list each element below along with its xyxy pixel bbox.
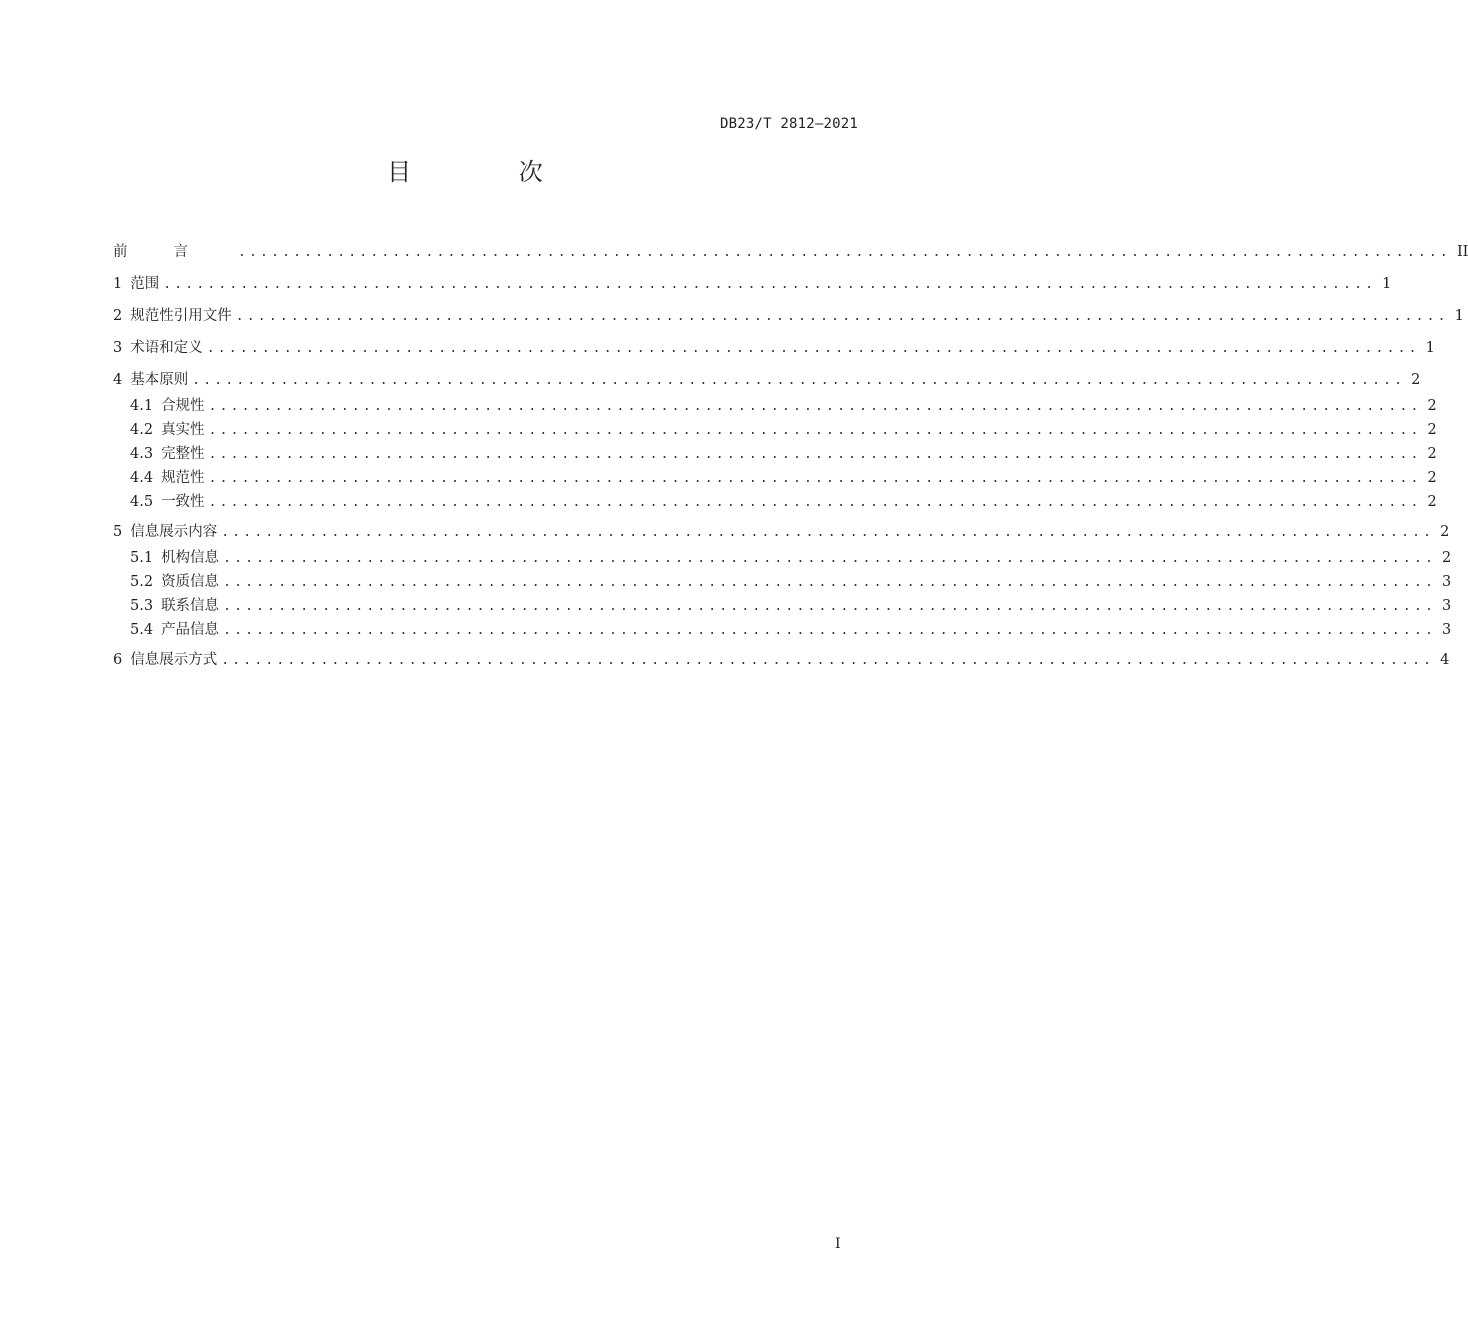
toc-entry-4-4[interactable]	[113, 466, 1437, 490]
toc-entry-number: 4.2	[130, 422, 154, 438]
toc-entry-4-1[interactable]	[113, 394, 1437, 418]
dot-leader: ..............................................................................................................	[163, 277, 1377, 292]
toc-entry-page: 1	[1382, 276, 1392, 292]
toc-entry-4[interactable]	[113, 368, 1421, 394]
toc-entry-label: 规范性	[161, 470, 205, 486]
toc-entry-1[interactable]	[113, 272, 1392, 304]
dot-leader: ..............................................................................................................	[208, 399, 1422, 414]
toc-entry-page: 2	[1427, 470, 1437, 486]
toc-entry-4-3[interactable]	[113, 442, 1437, 466]
toc-entry-page: 2	[1427, 446, 1437, 462]
toc-entry-number: 2	[113, 308, 123, 324]
toc-entry-label: 合规性	[161, 398, 205, 414]
toc-entry-label: 信息展示方式	[130, 652, 218, 668]
toc-entry-label: 基本原则	[130, 372, 189, 388]
toc-entry-number: 5.1	[130, 550, 154, 566]
page-title: 目 次	[387, 158, 593, 186]
toc-entry-number: 4.5	[130, 494, 154, 510]
toc-entry-number: 4.4	[130, 470, 154, 486]
toc-entry-page: 2	[1440, 524, 1450, 540]
dot-leader: ..............................................................................................................	[235, 309, 1449, 324]
toc-entry-number: 5	[113, 524, 123, 540]
toc-entry-2[interactable]	[113, 304, 1464, 336]
toc-entry-4-2[interactable]	[113, 418, 1437, 442]
dot-leader: ..............................................................................................................	[221, 525, 1435, 540]
page-number: I	[835, 1236, 841, 1252]
dot-leader: ..............................................................................................................	[223, 623, 1436, 638]
toc-entry-number: 5.2	[130, 574, 154, 590]
toc-entry-label: 联系信息	[161, 598, 220, 614]
toc-entry-page: 4	[1440, 652, 1450, 668]
toc-entry-number: 4	[113, 372, 123, 388]
toc-entry-5-2[interactable]	[113, 570, 1452, 594]
toc-entry-label: 术语和定义	[130, 340, 203, 356]
toc-entry-4-5[interactable]	[113, 490, 1437, 514]
toc-entry-number: 5.4	[130, 622, 154, 638]
toc-entry-label: 产品信息	[161, 622, 220, 638]
toc-entry-number: 4.3	[130, 446, 154, 462]
toc-entry-page: 3	[1442, 622, 1452, 638]
toc-entry-page: 2	[1442, 550, 1452, 566]
dot-leader: ..............................................................................................................	[206, 341, 1420, 356]
toc-entry-label: 范围	[130, 276, 160, 292]
dot-leader: ..............................................................................................................	[223, 575, 1436, 590]
toc-entry-page: 2	[1427, 398, 1437, 414]
toc-entry-number: 6	[113, 652, 123, 668]
dot-leader: ..............................................................................................................	[192, 373, 1406, 388]
toc-entry-page: II	[1456, 244, 1468, 260]
toc-entry-page: 1	[1425, 340, 1435, 356]
toc-entry-5-1[interactable]	[113, 546, 1452, 570]
toc-entry-3[interactable]	[113, 336, 1435, 368]
toc-entry-label: 机构信息	[161, 550, 220, 566]
toc-entry-label: 规范性引用文件	[130, 308, 232, 324]
document-code: DB23/T 2812—2021	[719, 116, 858, 132]
dot-leader: ..............................................................................................................	[208, 495, 1422, 510]
dot-leader: ..............................................................................................................	[221, 653, 1435, 668]
dot-leader: ..............................................................................................................	[208, 447, 1422, 462]
toc-entry-number: 1	[113, 276, 123, 292]
dot-leader: ..............................................................................................................	[223, 551, 1436, 566]
toc-entry-page: 2	[1411, 372, 1421, 388]
toc-entry-label: 信息展示内容	[130, 524, 218, 540]
toc-entry-number: 3	[113, 340, 123, 356]
toc-entry-page: 2	[1427, 422, 1437, 438]
dot-leader: ..............................................................................................................	[223, 599, 1436, 614]
toc-entry-foreword[interactable]	[113, 240, 1468, 272]
table-of-contents	[113, 240, 1468, 680]
toc-entry-label: 真实性	[161, 422, 205, 438]
toc-entry-6[interactable]	[113, 648, 1450, 680]
toc-entry-label: 资质信息	[161, 574, 220, 590]
toc-entry-label: 一致性	[161, 494, 205, 510]
toc-entry-5-3[interactable]	[113, 594, 1452, 618]
toc-entry-5-4[interactable]	[113, 618, 1452, 642]
dot-leader: ..............................................................................................................	[238, 245, 1451, 260]
toc-entry-page: 3	[1442, 574, 1452, 590]
dot-leader: ..............................................................................................................	[208, 471, 1422, 486]
toc-entry-page: 2	[1427, 494, 1437, 510]
toc-entry-page: 3	[1442, 598, 1452, 614]
toc-entry-5[interactable]	[113, 520, 1450, 546]
toc-entry-number: 5.3	[130, 598, 154, 614]
toc-entry-label: 前言	[113, 244, 234, 260]
toc-entry-label: 完整性	[161, 446, 205, 462]
toc-entry-number: 4.1	[130, 398, 154, 414]
toc-entry-page: 1	[1454, 308, 1464, 324]
dot-leader: ..............................................................................................................	[208, 423, 1422, 438]
